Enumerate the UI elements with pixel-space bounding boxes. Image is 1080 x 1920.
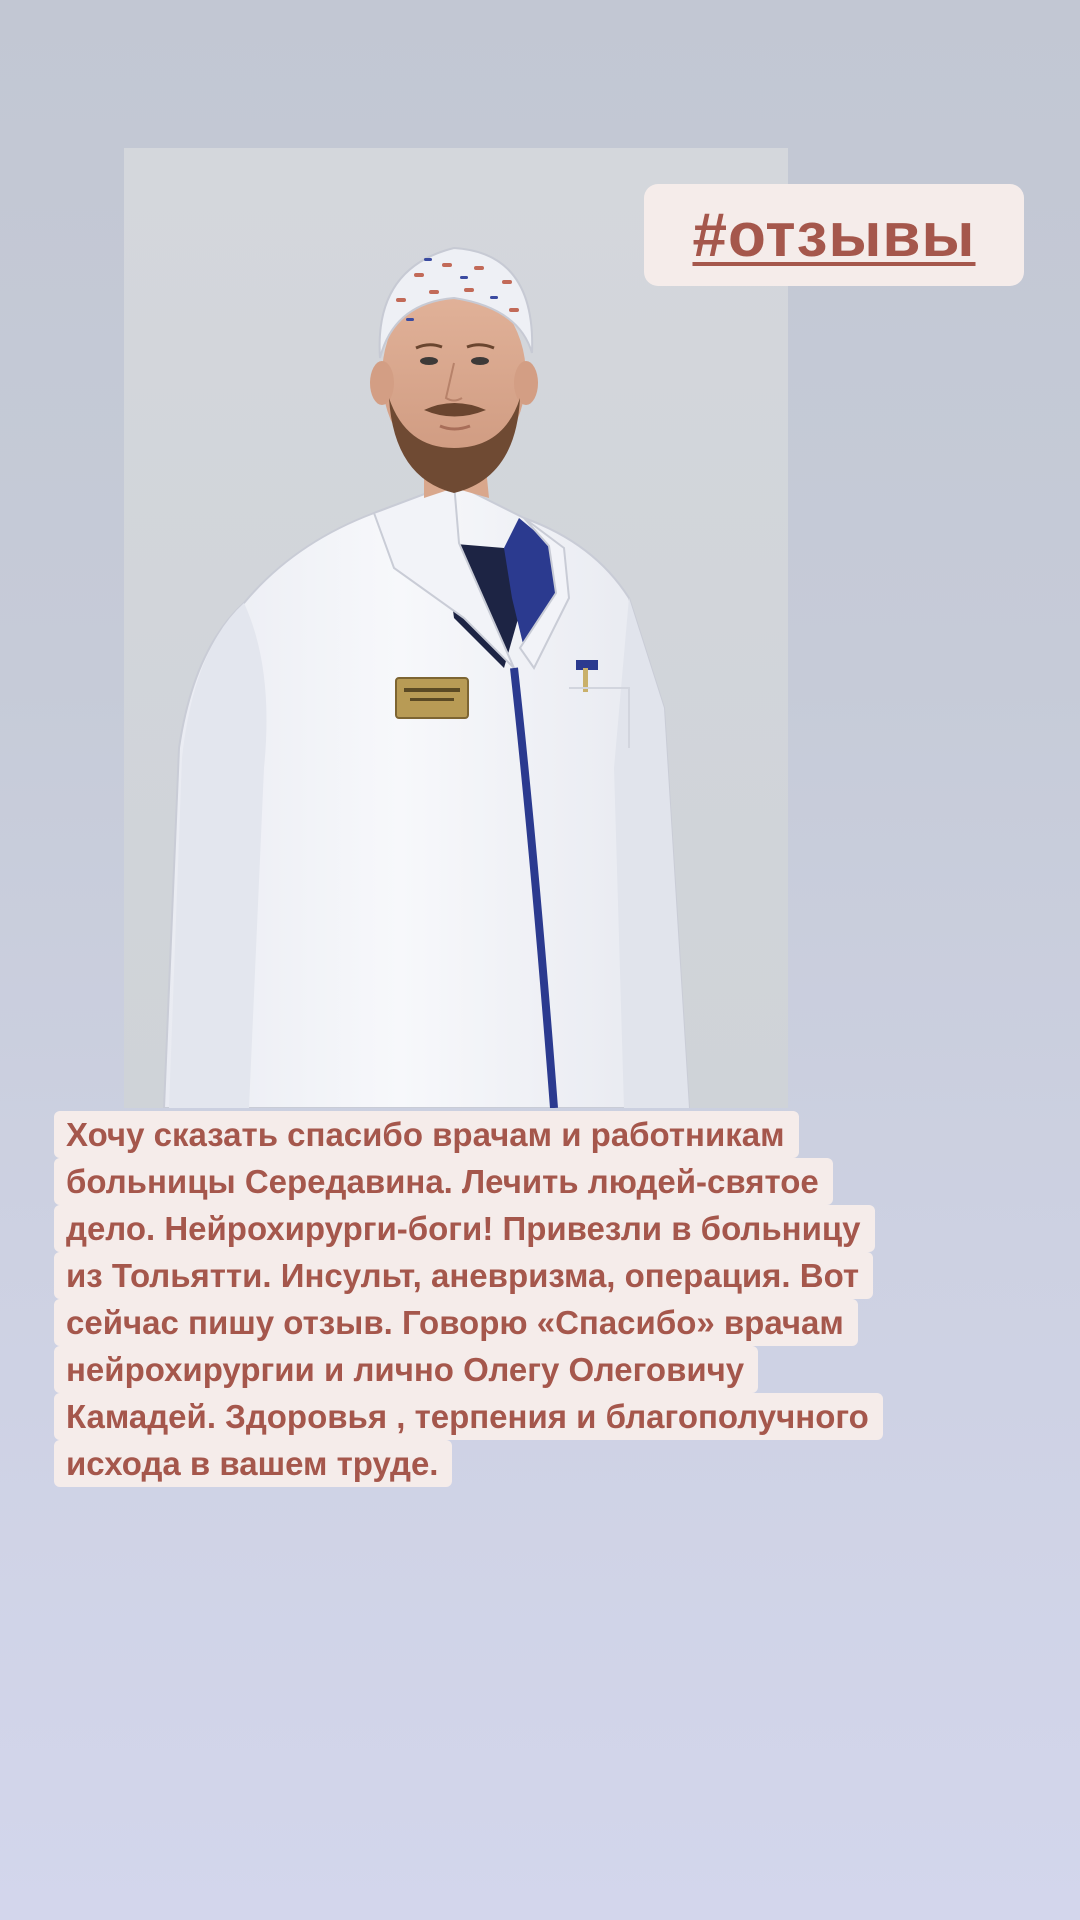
doctor-photo [124,148,788,1108]
hashtag-sticker[interactable] [644,184,1024,286]
review-line [54,1158,1014,1205]
review-line-text: нейрохирургии и лично Олегу Олеговичу [54,1346,758,1393]
hashtag-label: #отзывы [692,200,976,270]
review-line-text: из Тольятти. Инсульт, аневризма, операция. Вот [54,1252,873,1299]
review-text-block [54,1111,1014,1487]
review-line-text: Камадей. Здоровья , терпения и благополучного [54,1393,883,1440]
review-line [54,1440,1014,1487]
review-line [54,1299,1014,1346]
review-line [54,1111,1014,1158]
review-line-text: больницы Середавина. Лечить людей-святое [54,1158,833,1205]
review-line-text: исхода в вашем труде. [54,1440,452,1487]
review-line-text: дело. Нейрохирурги-боги! Привезли в больницу [54,1205,875,1252]
review-line [54,1205,1014,1252]
review-line [54,1252,1014,1299]
review-line [54,1393,1014,1440]
review-line-text: Хочу сказать спасибо врачам и работникам [54,1111,799,1158]
review-line [54,1346,1014,1393]
review-line-text: сейчас пишу отзыв. Говорю «Спасибо» врачам [54,1299,858,1346]
